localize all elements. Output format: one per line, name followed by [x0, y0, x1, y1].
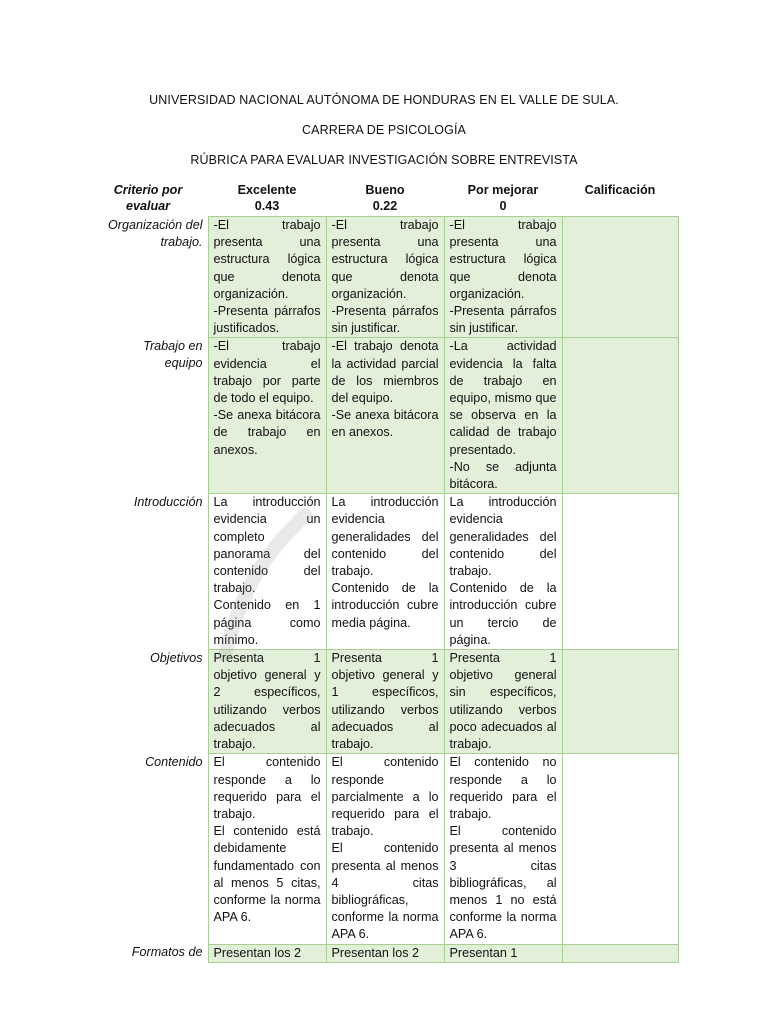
criterion-cell: Organización del trabajo. [107, 217, 203, 249]
good-cell: El contenido responde parcialmente a lo requerido para el trabajo. El contenido presenta al menos 4 citas bibliográficas, conforme la norma APA 6. [326, 754, 444, 944]
grade-cell [562, 754, 678, 944]
improve-cell: Presentan 1 [444, 944, 562, 962]
header-criterion: Criterio por evaluar [113, 183, 183, 213]
grade-cell [562, 338, 678, 494]
header-row [88, 180, 678, 217]
rubric-table [88, 180, 679, 963]
improve-cell: Presenta 1 objetivo general sin específicos, utilizando verbos poco adecuados al trabajo. [444, 650, 562, 754]
excellent-cell: La introducción evidencia un completo panorama del contenido del trabajo. Contenido en 1 página como mínimo. [208, 494, 326, 650]
excellent-cell: Presenta 1 objetivo general y 2 específicos, utilizando verbos adecuados al trabajo. [208, 650, 326, 754]
criterion-cell: Objetivos [150, 650, 203, 665]
rubric-row-teamwork [88, 338, 678, 494]
rubric-row-organization [88, 217, 678, 338]
header-improve: Por mejorar 0 [467, 183, 539, 213]
good-cell: La introducción evidencia generalidades del contenido del trabajo. Contenido de la introducción cubre media página. [326, 494, 444, 650]
criterion-cell: Contenido [145, 754, 203, 769]
criterion-cell: Introducción [133, 494, 203, 509]
good-cell: -El trabajo denota la actividad parcial de los miembros del equipo. -Se anexa bitácora en anexos. [326, 338, 444, 494]
header-grade: Calificación [584, 183, 656, 197]
career-name: CARRERA DE PSICOLOGÍA [302, 123, 466, 137]
rubric-row-content [88, 754, 678, 944]
grade-cell [562, 217, 678, 338]
improve-cell: El contenido no responde a lo requerido para el trabajo. El contenido presenta al menos 3 citas bibliográficas, al menos 1 no está conforme la norma APA 6. [444, 754, 562, 944]
header-excellent: Excelente 0.43 [237, 183, 297, 213]
improve-cell: -El trabajo presenta una estructura lógica que denota organización. -Presenta párrafos sin justificar. [444, 217, 562, 338]
excellent-cell: -El trabajo presenta una estructura lógica que denota organización. -Presenta párrafos justificados. [208, 217, 326, 338]
good-cell: Presenta 1 objetivo general y 1 específicos, utilizando verbos adecuados al trabajo. [326, 650, 444, 754]
improve-cell: -La actividad evidencia la falta de trabajo en equipo, mismo que se observa en la calidad de trabajo presentado. -No se adjunta bitácora. [444, 338, 562, 494]
rubric-row-introduction [88, 494, 678, 650]
rubric-row-formats [88, 944, 678, 962]
excellent-cell: El contenido responde a lo requerido para el trabajo. El contenido está debidamente fundamentado con al menos 5 citas, conforme la norma APA 6. [208, 754, 326, 944]
good-cell: -El trabajo presenta una estructura lógica que denota organización. -Presenta párrafos sin justificar. [326, 217, 444, 338]
grade-cell [562, 944, 678, 962]
improve-cell: La introducción evidencia generalidades del contenido del trabajo. Contenido de la introducción cubre un tercio de página. [444, 494, 562, 650]
university-name: UNIVERSIDAD NACIONAL AUTÓNOMA DE HONDURAS EN EL VALLE DE SULA. [149, 93, 619, 107]
rubric-title: RÚBRICA PARA EVALUAR INVESTIGACIÓN SOBRE ENTREVISTA [190, 153, 578, 167]
rubric-row-objectives [88, 650, 678, 754]
excellent-cell: Presentan los 2 [208, 944, 326, 962]
grade-cell [562, 650, 678, 754]
good-cell: Presentan los 2 [326, 944, 444, 962]
criterion-cell: Formatos de [131, 945, 203, 960]
excellent-cell: -El trabajo evidencia el trabajo por parte de todo el equipo. -Se anexa bitácora de trabajo en anexos. [208, 338, 326, 494]
criterion-cell: Trabajo en equipo [143, 338, 203, 371]
grade-cell [562, 494, 678, 650]
header-good: Bueno 0.22 [365, 183, 405, 213]
